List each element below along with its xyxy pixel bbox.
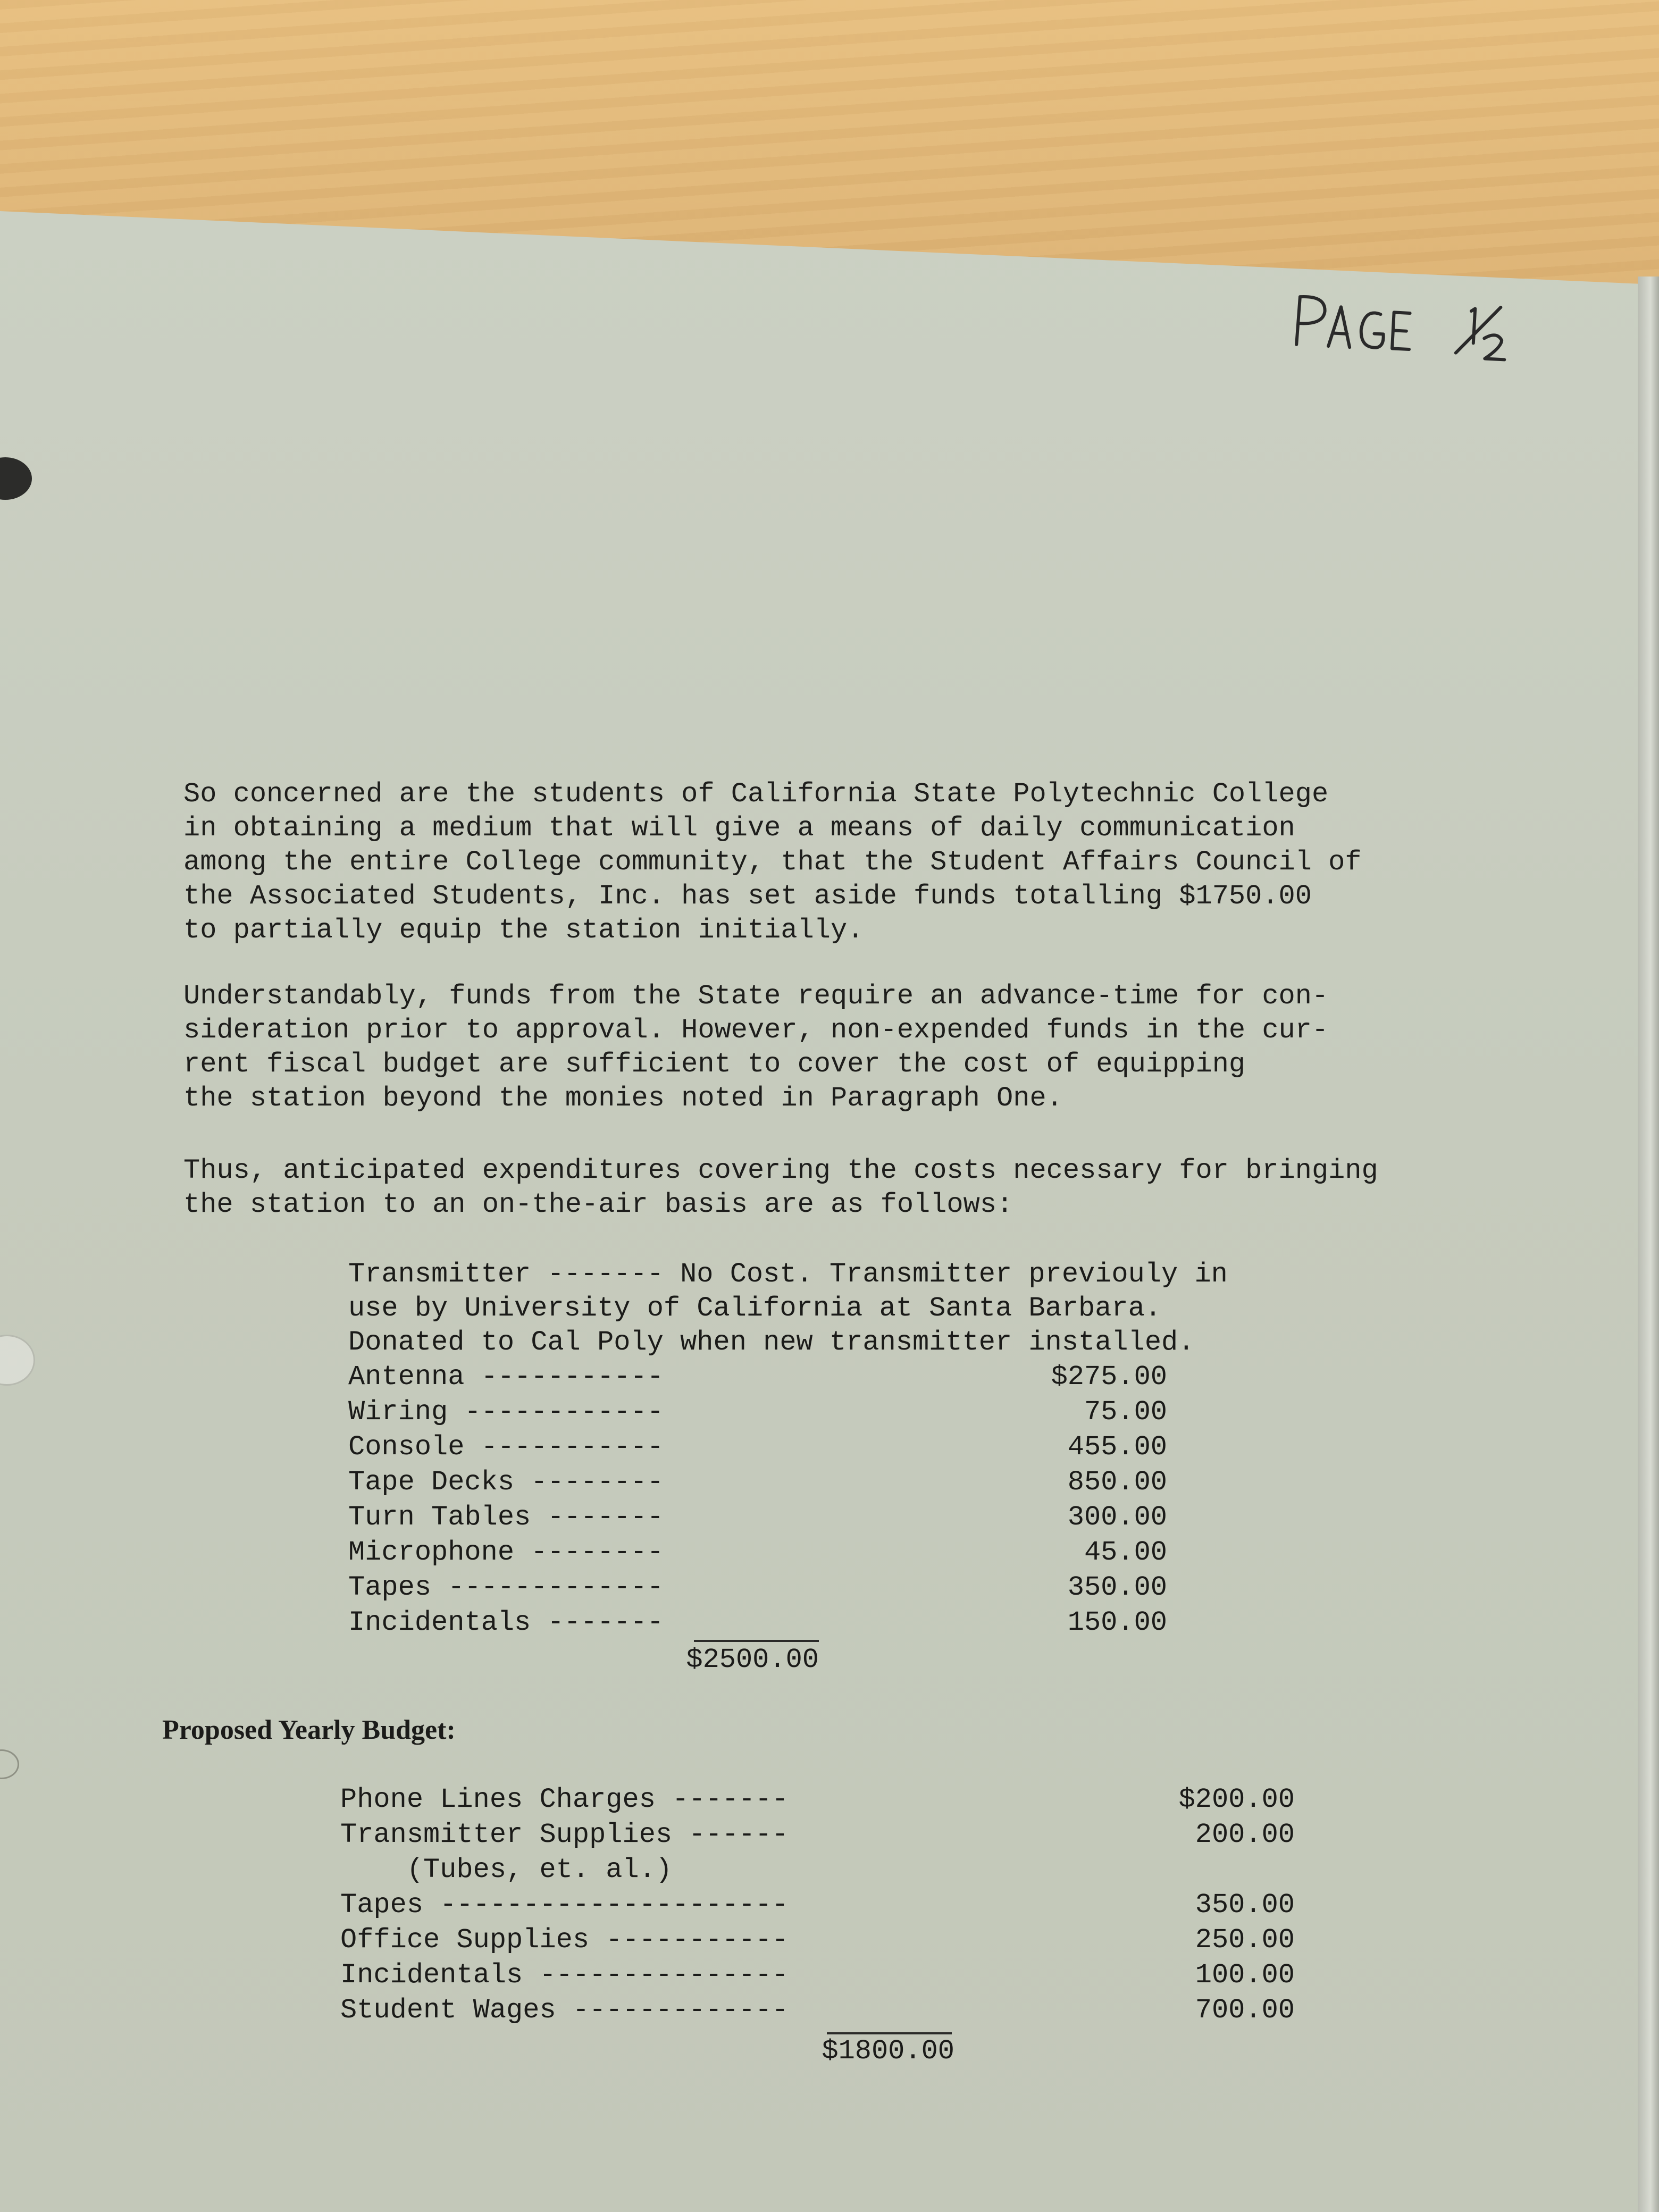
budget-item-amount: $200.00: [1178, 1784, 1295, 1815]
budget-item-name: Transmitter Supplies ------: [340, 1819, 789, 1850]
expense-amount: 455.00: [1067, 1431, 1167, 1463]
expense-row: [348, 1465, 1359, 1500]
budget-item-name: Student Wages -------------: [340, 1995, 789, 2026]
expense-name: Turn Tables -------: [348, 1502, 664, 1533]
paragraph-funding: So concerned are the students of California State Polytechnic College in obtaining a medium that will give a means of daily communication among the entire College community, that the Student Affairs Council of the Associated Students, Inc. has set aside funds totalling $1750.00 to partially equip the station initially.: [183, 778, 1362, 946]
budget-item-name: Incidentals ---------------: [340, 1959, 789, 1991]
binder-page-edge: [1638, 276, 1659, 2212]
expense-amount: 850.00: [1067, 1467, 1167, 1498]
expenses-total: $2500.00: [686, 1644, 819, 1675]
paragraph-state-funds: Understandably, funds from the State require an advance-time for con- sideration prior to approval. However, non-expended funds in the cur- rent fiscal budget are sufficient to cover the cost of equipping the station beyond the monies noted in Paragraph One.: [183, 981, 1329, 1114]
expense-name: Tapes -------------: [348, 1572, 664, 1603]
expense-name: Antenna -----------: [348, 1361, 664, 1393]
budget-item-amount: 350.00: [1195, 1889, 1295, 1921]
paragraph-expenditures-intro: Thus, anticipated expenditures covering the costs necessary for bringing the station to an on-the-air basis are as follows:: [183, 1155, 1378, 1220]
expense-row: [348, 1360, 1359, 1395]
budget-item-name: Tapes ---------------------: [340, 1889, 789, 1921]
expense-row: [348, 1605, 1359, 1640]
expenditures-list: [348, 1258, 1359, 1640]
budget-item-name: Office Supplies -----------: [340, 1924, 789, 1956]
budget-item-amount: 250.00: [1195, 1924, 1295, 1956]
expense-amount: 45.00: [1084, 1537, 1167, 1568]
expense-row: [348, 1500, 1359, 1535]
expense-amount: 150.00: [1067, 1607, 1167, 1638]
expense-row: [348, 1570, 1359, 1605]
expense-amount: $275.00: [1051, 1361, 1167, 1393]
transmitter-note: Transmitter ------- No Cost. Transmitter previouly in use by University of California at Santa Barbara. Donated to Cal Poly when new transmitter installed.: [348, 1259, 1228, 1358]
budget-item-amount: 200.00: [1195, 1819, 1295, 1850]
expenses-sum-rule: [694, 1640, 819, 1642]
expense-name: Console -----------: [348, 1431, 664, 1463]
expense-amount: 300.00: [1067, 1502, 1167, 1533]
expense-amount: 350.00: [1067, 1572, 1167, 1603]
budget-row: [340, 1853, 1351, 1888]
expense-name: Tape Decks --------: [348, 1467, 664, 1498]
budget-row: [340, 1782, 1351, 1817]
budget-row: [340, 1817, 1351, 1853]
yearly-budget-list: [340, 1782, 1351, 2028]
budget-row: [340, 1993, 1351, 2028]
budget-row: [340, 1923, 1351, 1958]
handwritten-page-note: [1285, 280, 1555, 379]
expense-name: Microphone --------: [348, 1537, 664, 1568]
budget-item-amount: 700.00: [1195, 1995, 1295, 2026]
budget-row: [340, 1958, 1351, 1993]
expense-row: [348, 1430, 1359, 1465]
budget-item-name: (Tubes, et. al.): [340, 1854, 673, 1886]
expense-row: [348, 1395, 1359, 1430]
budget-total: $1800.00: [822, 2035, 954, 2067]
expense-amount: 75.00: [1084, 1396, 1167, 1428]
expense-name: Wiring ------------: [348, 1396, 664, 1428]
expense-name: Incidentals -------: [348, 1607, 664, 1638]
budget-item-amount: 100.00: [1195, 1959, 1295, 1991]
budget-row: [340, 1888, 1351, 1923]
expense-row: [348, 1535, 1359, 1570]
budget-item-name: Phone Lines Charges -------: [340, 1784, 789, 1815]
budget-heading: Proposed Yearly Budget:: [162, 1715, 456, 1745]
